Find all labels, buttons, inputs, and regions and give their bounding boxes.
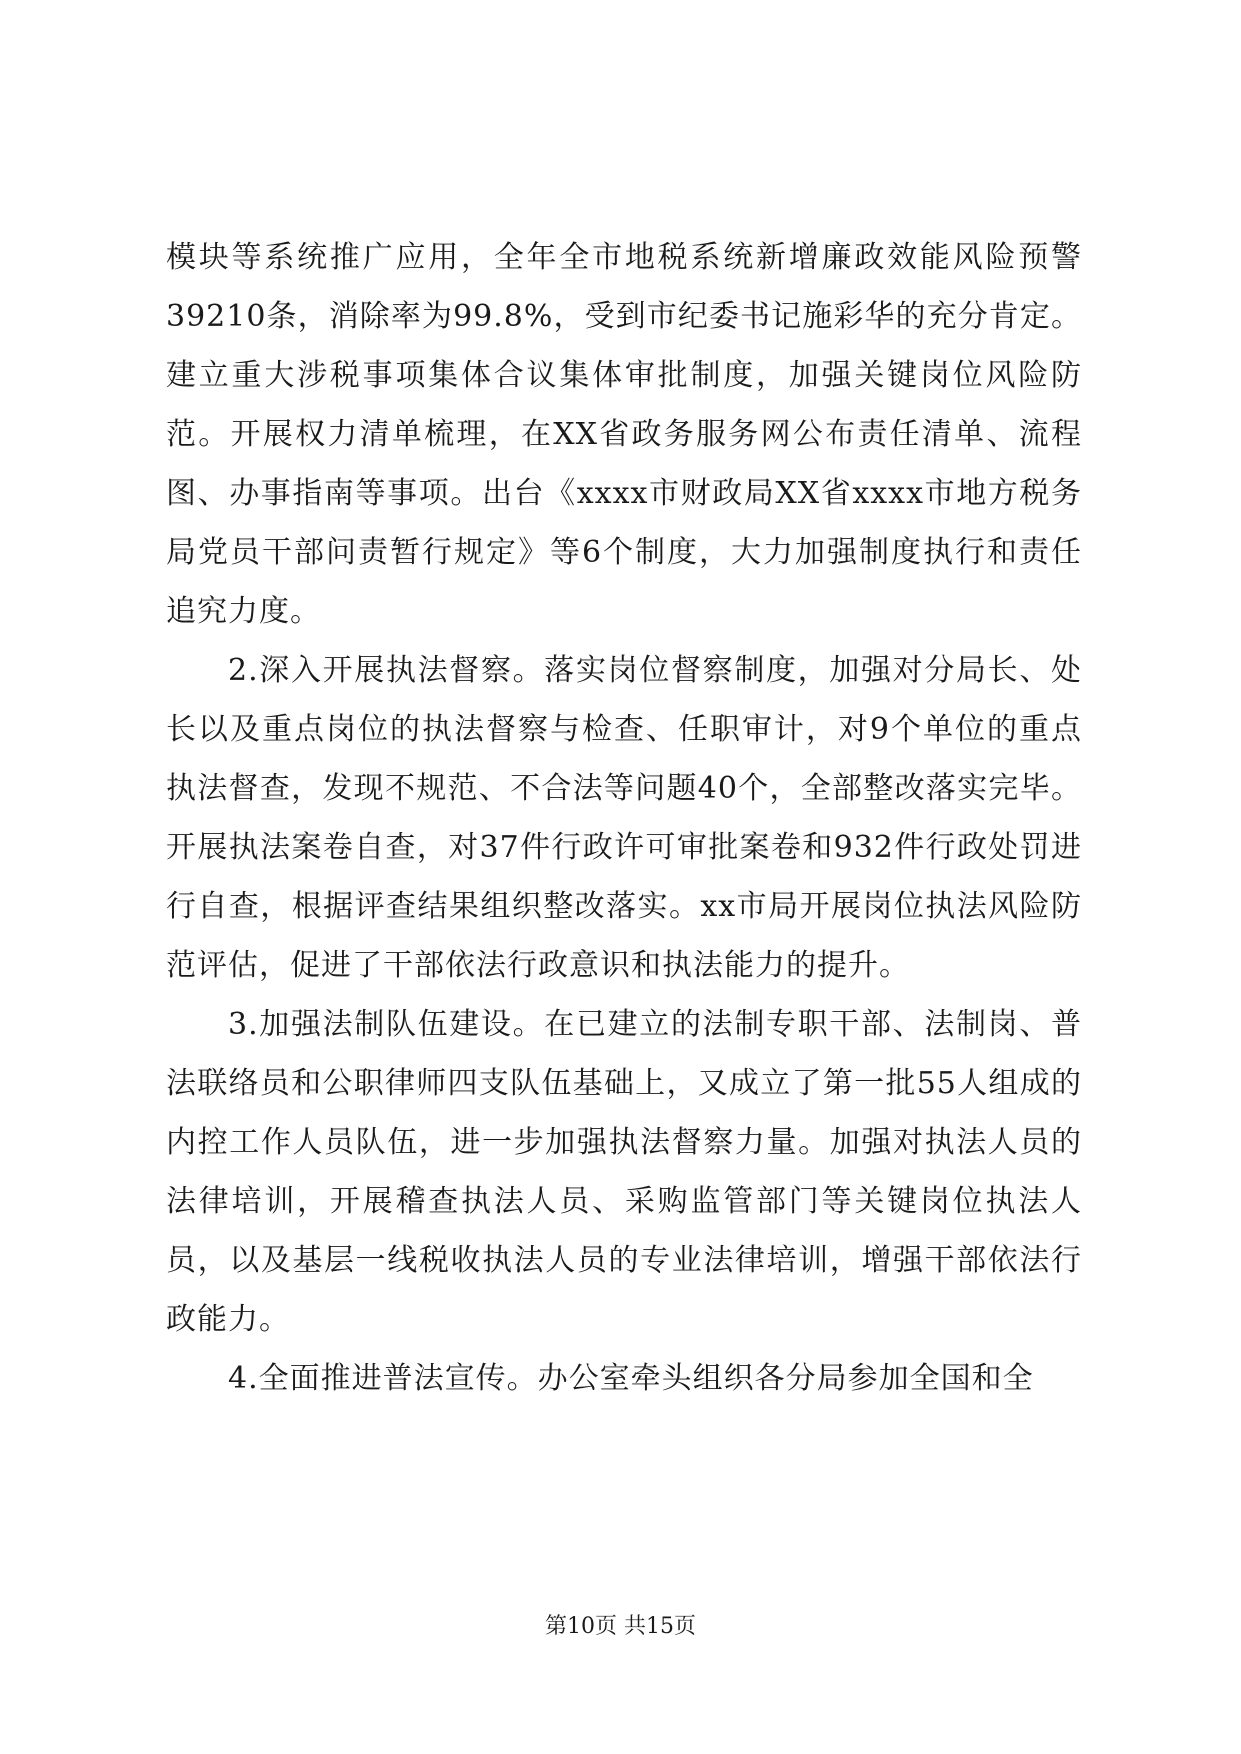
page-total: 15 xyxy=(646,1614,674,1639)
paragraph-item-2: 2.深入开展执法督察。落实岗位督察制度，加强对分局长、处长以及重点岗位的执法督察与检查、任职审计，对9个单位的重点执法督查，发现不规范、不合法等问题40个，全部整改落实完毕。开展执法案卷自查，对37件行政许可审批案卷和932件行政处罚进行自查，根据评查结果组织整改落实。xx市局开展岗位执法风险防范评估，促进了干部依法行政意识和执法能力的提升。 xyxy=(166,653,1082,983)
paragraph-item-3: 3.加强法制队伍建设。在已建立的法制专职干部、法制岗、普法联络员和公职律师四支队伍基础上，又成立了第一批55人组成的内控工作人员队伍，进一步加强执法督察力量。加强对执法人员的法律培训，开展稽查执法人员、采购监管部门等关键岗位执法人员，以及基层一线税收执法人员的专业法律培训，增强干部依法行政能力。 xyxy=(166,1007,1082,1337)
paragraph-item-4: 4.全面推进普法宣传。办公室牵头组织各分局参加全国和全 xyxy=(228,1361,1034,1396)
page-number: 10 xyxy=(567,1614,595,1639)
paragraph-continued: 模块等系统推广应用，全年全市地税系统新增廉政效能风险预警39210条，消除率为99.8%，受到市纪委书记施彩华的充分肯定。建立重大涉税事项集体合议集体审批制度，加强关键岗位风险防范。开展权力清单梳理，在XX省政务服务网公布责任清单、流程图、办事指南等事项。出台《xxxx市财政局XX省xxxx市地方税务局党员干部问责暂行规定》等6个制度，大力加强制度执行和责任追究力度。 xyxy=(166,240,1082,629)
page-prefix: 第 xyxy=(544,1614,567,1639)
document-body xyxy=(166,228,1082,1408)
page-suffix: 页 xyxy=(674,1614,697,1639)
page-mid: 页 共 xyxy=(595,1614,646,1639)
page-footer xyxy=(0,1612,1241,1642)
